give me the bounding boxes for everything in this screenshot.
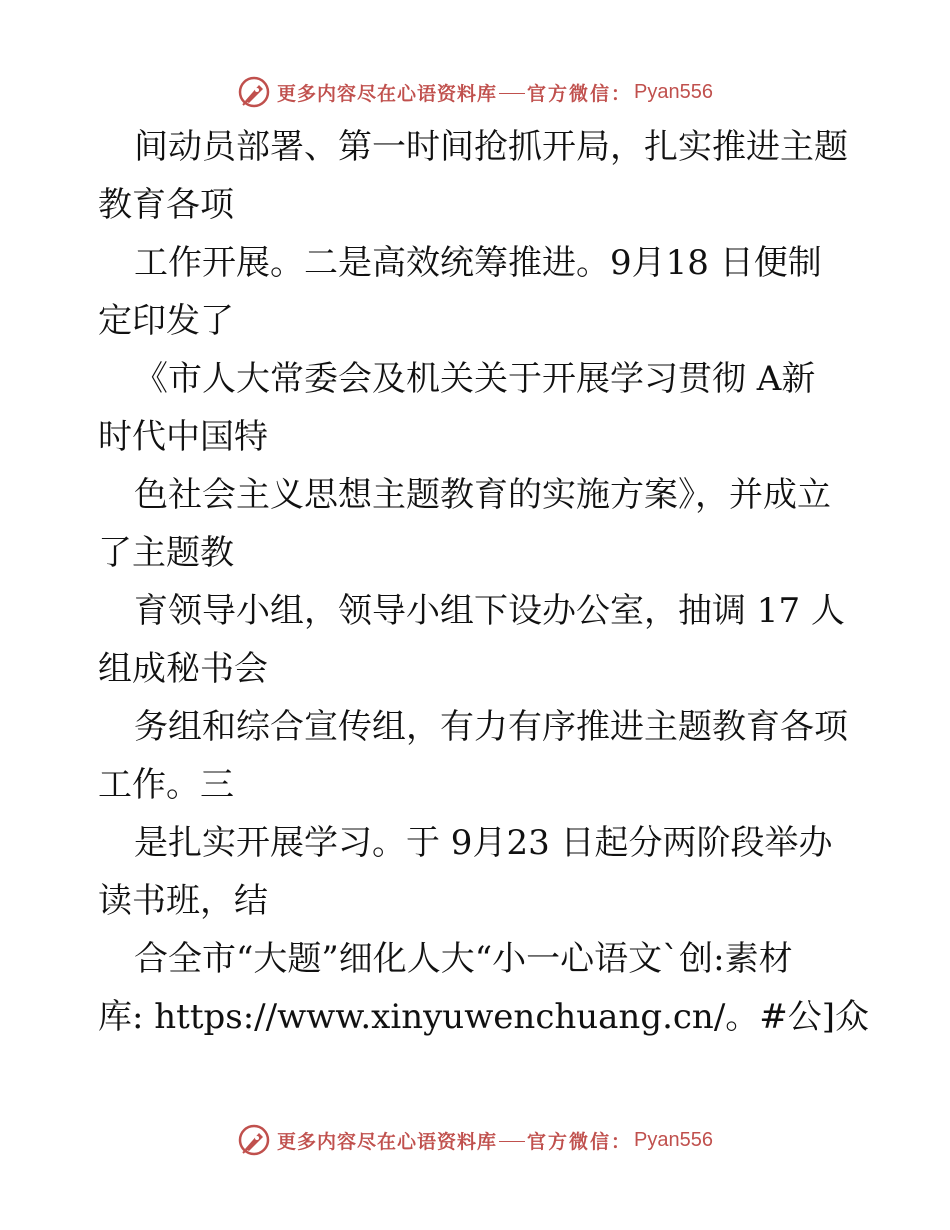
footer-banner-wechat-id: Pyan556 <box>634 1128 713 1151</box>
body-line: 读书班，结 <box>98 881 268 921</box>
header-banner <box>0 70 950 114</box>
document-body <box>98 118 868 1046</box>
pen-nib-logo-icon <box>237 1123 271 1157</box>
body-line: 《市人大常委会及机关关于开展学习贯彻 A新 <box>134 359 816 399</box>
footer-banner-wechat-label: 官方微信： <box>527 1130 633 1153</box>
body-line: 库: https://www.xinyuwenchuang.cn/。#公]众 <box>98 997 870 1037</box>
body-line: 是扎实开展学习。于 9月23 日起分两阶段举办 <box>134 823 833 863</box>
banner-divider <box>499 93 525 94</box>
body-line: 组成秘书会 <box>98 649 268 689</box>
body-line: 色社会主义思想主题教育的实施方案》，并成立 <box>134 475 831 515</box>
banner-wechat-id: Pyan556 <box>634 80 713 103</box>
body-line: 教育各项 <box>98 185 234 225</box>
body-line: 时代中国特 <box>98 417 268 457</box>
body-line: 定印发了 <box>98 301 234 341</box>
body-line: 工作。三 <box>98 765 234 805</box>
footer-banner-title: 更多内容尽在心语资料库 <box>277 1130 498 1153</box>
body-line: 务组和综合宣传组，有力有序推进主题教育各项 <box>134 707 848 747</box>
banner-title: 更多内容尽在心语资料库 <box>277 82 498 105</box>
body-line: 育领导小组，领导小组下设办公室，抽调 17 人 <box>134 591 845 631</box>
banner-wechat-label: 官方微信： <box>527 82 633 105</box>
footer-banner-divider <box>499 1141 525 1142</box>
body-line: 间动员部署、第一时间抢抓开局，扎实推进主题 <box>134 127 848 167</box>
footer-banner <box>0 1118 950 1162</box>
body-line: 合全市“大题”细化人大“小一心语文`创:素材 <box>134 939 793 979</box>
body-line: 工作开展。二是高效统筹推进。9月18 日便制 <box>134 243 822 283</box>
pen-nib-logo-icon <box>237 75 271 109</box>
body-line: 了主题教 <box>98 533 234 573</box>
